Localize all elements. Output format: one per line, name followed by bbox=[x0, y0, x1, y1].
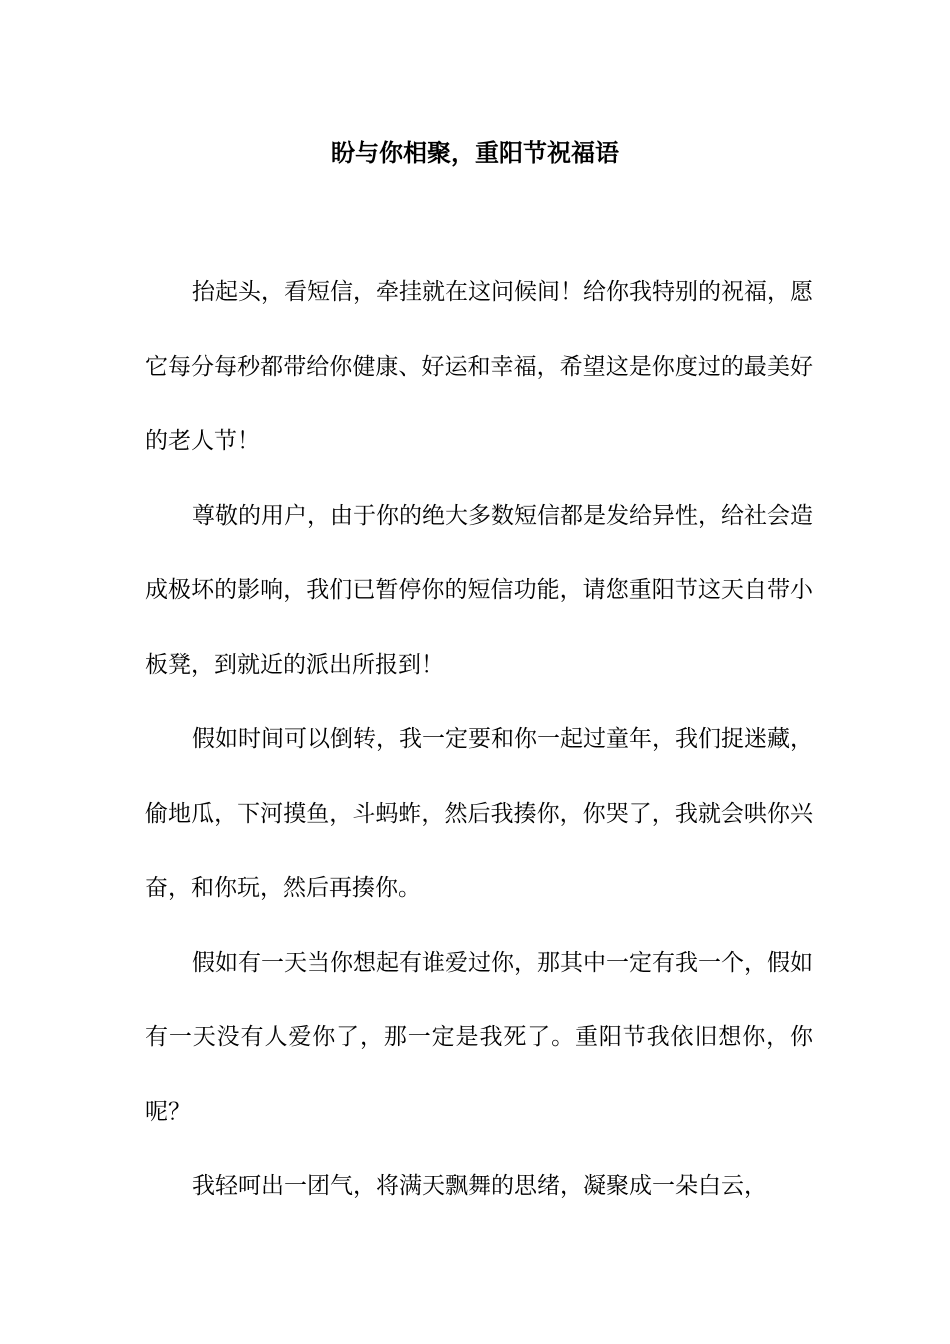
paragraph: 假如有一天当你想起有谁爱过你，那其中一定有我一个，假如有一天没有人爱你了，那一定是我死了。重阳节我依旧想你，你呢？ bbox=[145, 949, 813, 1125]
paragraph: 尊敬的用户，由于你的绝大多数短信都是发给异性，给社会造成极坏的影响，我们已暂停你的短信功能，请您重阳节这天自带小板凳，到就近的派出所报到！ bbox=[145, 502, 813, 678]
document-body bbox=[145, 255, 813, 1224]
paragraph: 我轻呵出一团气，将满天飘舞的思绪，凝聚成一朵白云， bbox=[192, 1173, 767, 1199]
page-title: 盼与你相聚，重阳节祝福语 bbox=[331, 138, 619, 167]
paragraph: 抬起头，看短信，牵挂就在这问候间！给你我特别的祝福，愿它每分每秒都带给你健康、好运和幸福，希望这是你度过的最美好的老人节！ bbox=[145, 279, 813, 454]
paragraph: 假如时间可以倒转，我一定要和你一起过童年，我们捉迷藏，偷地瓜，下河摸鱼，斗蚂蚱，然后我揍你，你哭了，我就会哄你兴奋，和你玩，然后再揍你。 bbox=[145, 726, 813, 901]
